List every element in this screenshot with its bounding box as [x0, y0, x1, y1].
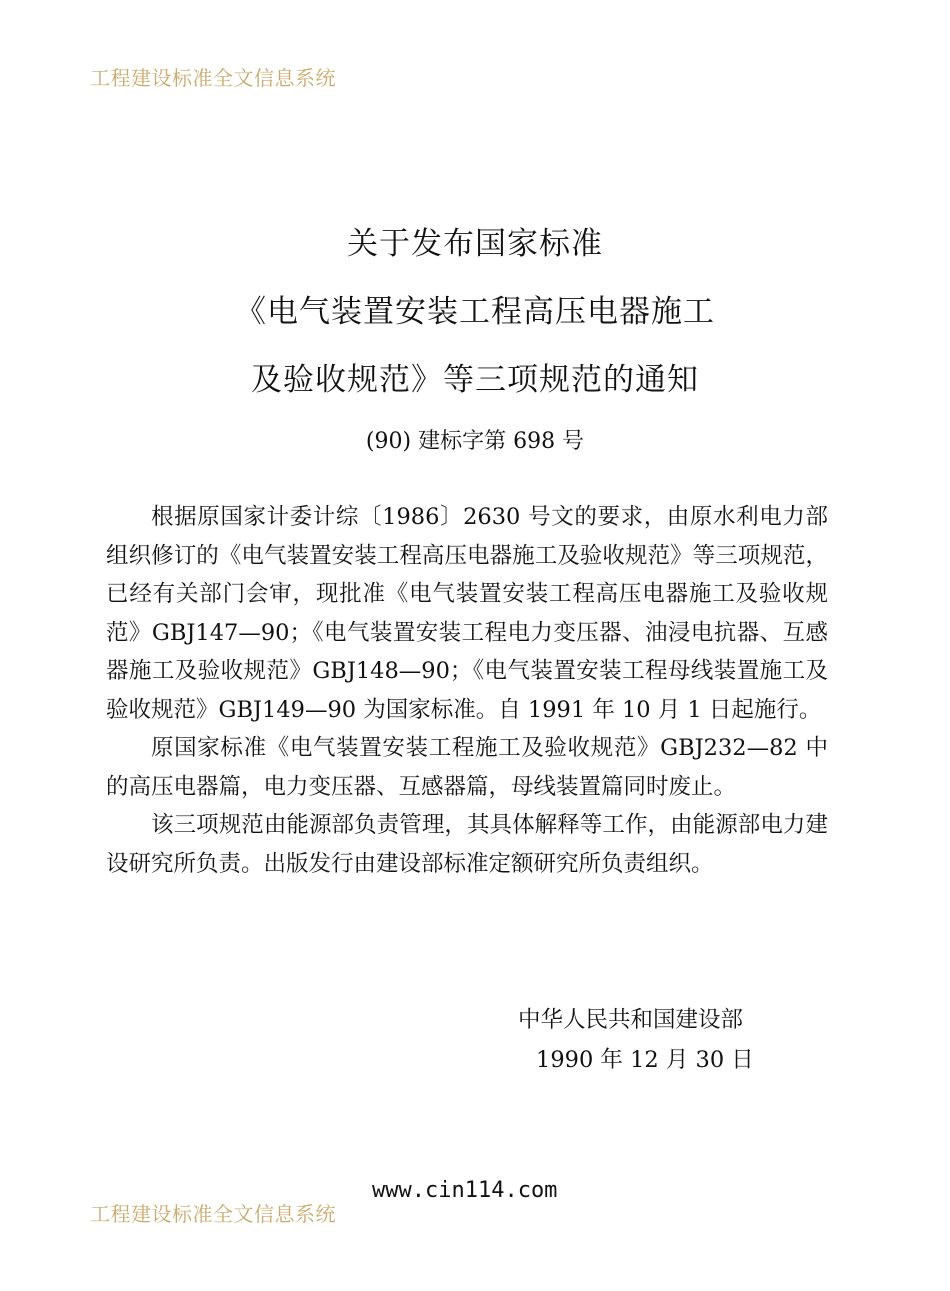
paragraph-3: 该三项规范由能源部负责管理，其具体解释等工作，由能源部电力建设研究所负责。出版发行由建设部标准定额研究所负责组织。: [106, 812, 828, 877]
signature-organization: 中华人民共和国建设部: [518, 1007, 744, 1033]
watermark-top: 工程建设标准全文信息系统: [90, 66, 336, 90]
title-line-2: 《电气装置安装工程高压电器施工: [235, 294, 715, 330]
paragraph-2: 原国家标准《电气装置安装工程施工及验收规范》GBJ232—82 中的高压电器篇，电力变压器、互感器篇，母线装置篇同时废止。: [106, 735, 828, 800]
notice-title: [0, 210, 950, 414]
title-line-3: 及验收规范》等三项规范的通知: [251, 362, 699, 398]
watermark-bottom: 工程建设标准全文信息系统: [90, 1202, 336, 1226]
title-line-1: 关于发布国家标准: [347, 226, 603, 262]
notice-body: [106, 498, 828, 883]
paragraph-1: 根据原国家计委计综〔1986〕2630 号文的要求，由原水利电力部组织修订的《电气装置安装工程高压电器施工及验收规范》等三项规范，已经有关部门会审，现批准《电气装置安装工程高压电器施工及验收规范》GBJ147—90；《电气装置安装工程电力变压器、油浸电抗器、互感器施工及验收规范》GBJ148—90；《电气装置安装工程母线装置施工及验收规范》GBJ149—90 为国家标准。自 1991 年 10 月 1 日起施行。: [106, 504, 828, 723]
signature-date: 1990 年 12 月 30 日: [536, 1047, 754, 1073]
website-link[interactable]: www.cin114.com: [372, 1178, 558, 1203]
document-number: (90) 建标字第 698 号: [365, 429, 585, 454]
